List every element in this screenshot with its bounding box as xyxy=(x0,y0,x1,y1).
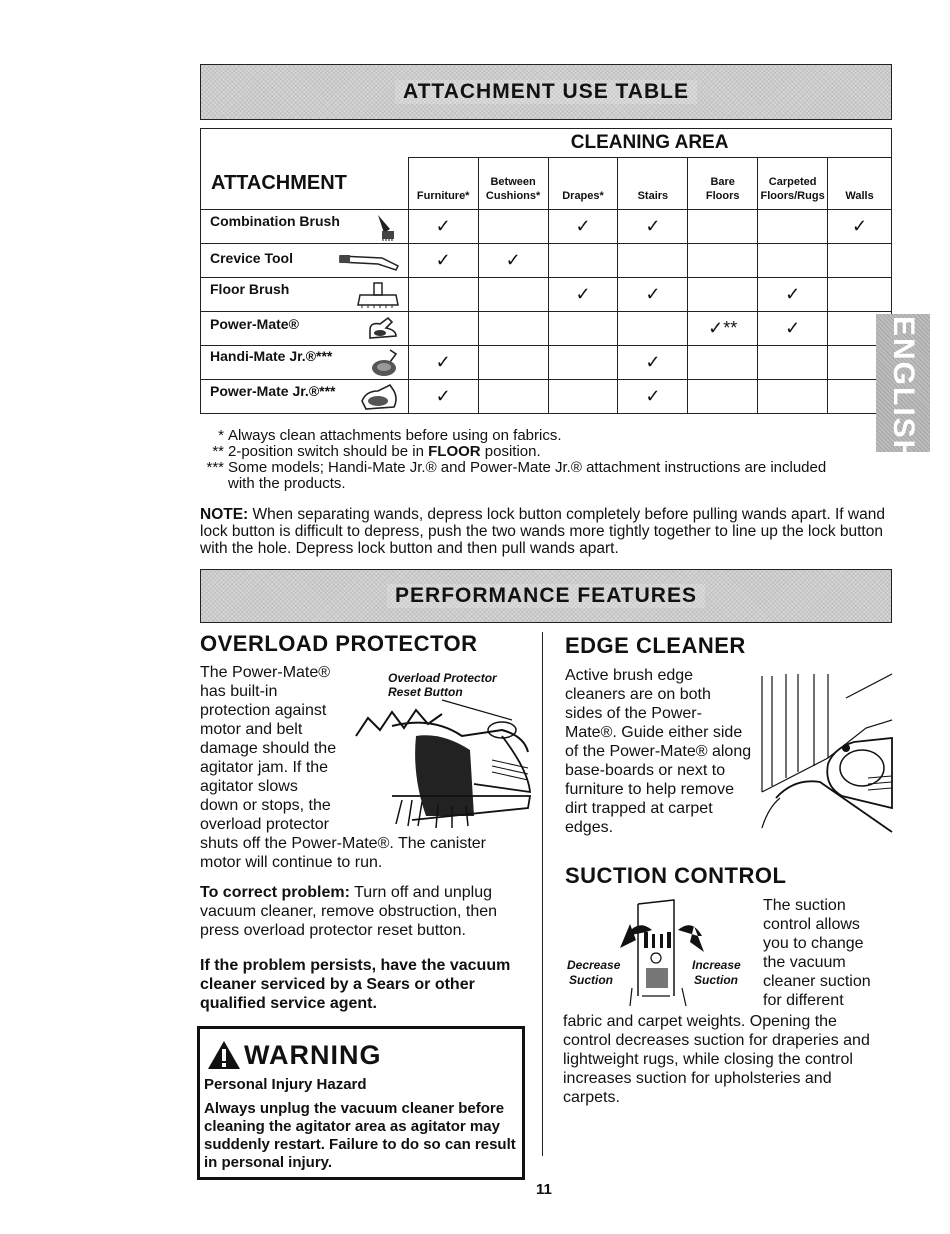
attachment-name: Crevice Tool xyxy=(210,249,293,266)
suction-control-text-wide: fabric and carpet weights. Opening the control decreases suction for draperies and lightweight rugs, while closing the control increases suction for upholsteries and carpets. xyxy=(563,1013,870,1106)
suction-control-illustration xyxy=(612,896,732,1016)
cleaning-area-header: CLEANING AREA xyxy=(408,129,891,158)
combination-brush-icon xyxy=(370,213,400,241)
overload-callout: Overload Protector Reset Button xyxy=(388,671,497,699)
performance-title: PERFORMANCE FEATURES xyxy=(387,584,705,608)
col-carpeted-floors: Carpeted Floors/Rugs xyxy=(758,158,828,210)
col-stairs: Stairs xyxy=(618,158,688,210)
suction-control-text: The suction control allows you to change the vacuum cleaner suction for different xyxy=(763,897,871,1009)
attachment-name: Power-Mate Jr.®*** xyxy=(210,382,336,399)
column-divider xyxy=(542,632,543,1156)
column-header-row xyxy=(201,158,892,210)
page-number: 11 xyxy=(536,1181,552,1198)
suction-control-heading: SUCTION CONTROL xyxy=(565,863,787,888)
crevice-tool-icon xyxy=(338,250,400,272)
handi-mate-icon xyxy=(370,348,400,378)
table-row: Combination Brush ✓ ✓ ✓ ✓ xyxy=(201,210,892,244)
overload-heading: OVERLOAD PROTECTOR xyxy=(200,631,478,656)
attachment-name: Combination Brush xyxy=(210,212,340,229)
overload-protector-illustration xyxy=(352,696,532,830)
table-row: Crevice Tool ✓ ✓ xyxy=(201,244,892,278)
table-row: Power-Mate Jr.®*** ✓ ✓ xyxy=(201,380,892,414)
col-between-cushions: Between Cushions* xyxy=(478,158,548,210)
overload-text-wide: shuts off the Power-Mate®. The canister motor will continue to run. xyxy=(200,835,486,871)
warning-subtitle: Personal Injury Hazard xyxy=(204,1076,367,1093)
attachment-table-title: ATTACHMENT USE TABLE xyxy=(395,80,697,104)
decrease-suction-label: Decrease Suction xyxy=(567,958,621,987)
language-side-tab-label: ENGLISH xyxy=(887,316,920,464)
attachment-column-header: ATTACHMENT xyxy=(201,158,409,210)
attachment-name: Handi-Mate Jr.®*** xyxy=(210,347,333,364)
power-mate-icon xyxy=(366,316,400,342)
footnote-1: Always clean attachments before using on fabrics. xyxy=(228,427,562,444)
attachment-name: Power-Mate® xyxy=(210,315,299,332)
attachment-name: Floor Brush xyxy=(210,280,290,297)
footnote-3: Some models; Handi-Mate Jr.® and Power-Mate Jr.® attachment instructions are included with the products. xyxy=(228,459,827,492)
col-bare-floors: Bare Floors xyxy=(688,158,758,210)
warning-triangle-icon xyxy=(206,1039,242,1071)
performance-banner xyxy=(200,569,892,623)
table-footnotes: * Always clean attachments before using on fabrics. ** 2-position switch should be in FLOOR position. *** Some models; Handi-Mate Jr.® and Power-Mate Jr.® attachment instructions are included with the products. xyxy=(206,427,827,492)
table-row: Handi-Mate Jr.®*** ✓ ✓ xyxy=(201,346,892,380)
table-row: Floor Brush ✓ ✓ ✓ xyxy=(201,278,892,312)
warning-text: Always unplug the vacuum cleaner before cleaning the agitator area as agitator may suddenly restart. Failure to do so can result in personal injury. xyxy=(204,1100,516,1171)
power-mate-jr-icon xyxy=(360,383,400,411)
col-drapes: Drapes* xyxy=(548,158,618,210)
increase-suction-label: Increase Suction xyxy=(692,958,741,987)
note-text: When separating wands, depress lock button completely before pulling wands apart. If wand lock button is difficult to depress, push the two wands more tightly together to line up the lock button with the hole. Depress lock button and then pull wands apart. xyxy=(200,506,885,557)
overload-text: The Power-Mate® has built-in protection against motor and belt damage should the agitator jam. If the agitator slows down or stops, the overload protector xyxy=(200,664,337,833)
edge-cleaner-illustration xyxy=(758,668,894,840)
floor-brush-icon xyxy=(356,281,400,309)
attachment-table-banner xyxy=(200,64,892,120)
edge-cleaner-text: Active brush edge cleaners are on both sides of the Power- Mate®. Guide either side of the Power-Mate® along base-boards or next to furniture to help remove dirt trapped at carpet edges. xyxy=(565,667,752,836)
warning-title: WARNING xyxy=(244,1039,382,1070)
edge-cleaner-heading: EDGE CLEANER xyxy=(565,633,746,658)
wand-note xyxy=(200,506,892,557)
correct-problem: To correct problem: Turn off and unplug vacuum cleaner, remove obstruction, then press overload protector reset button. xyxy=(200,884,498,939)
footnote-2: 2-position switch should be in FLOOR position. xyxy=(228,443,541,460)
col-walls: Walls xyxy=(828,158,892,210)
note-label: NOTE: xyxy=(200,506,249,523)
table-row: Power-Mate® ✓** ✓ xyxy=(201,312,892,346)
attachment-use-table xyxy=(200,128,892,414)
warning-box xyxy=(197,1026,525,1180)
problem-persists: If the problem persists, have the vacuum cleaner serviced by a Sears or other qualified service agent. xyxy=(200,957,511,1012)
col-furniture: Furniture* xyxy=(408,158,478,210)
